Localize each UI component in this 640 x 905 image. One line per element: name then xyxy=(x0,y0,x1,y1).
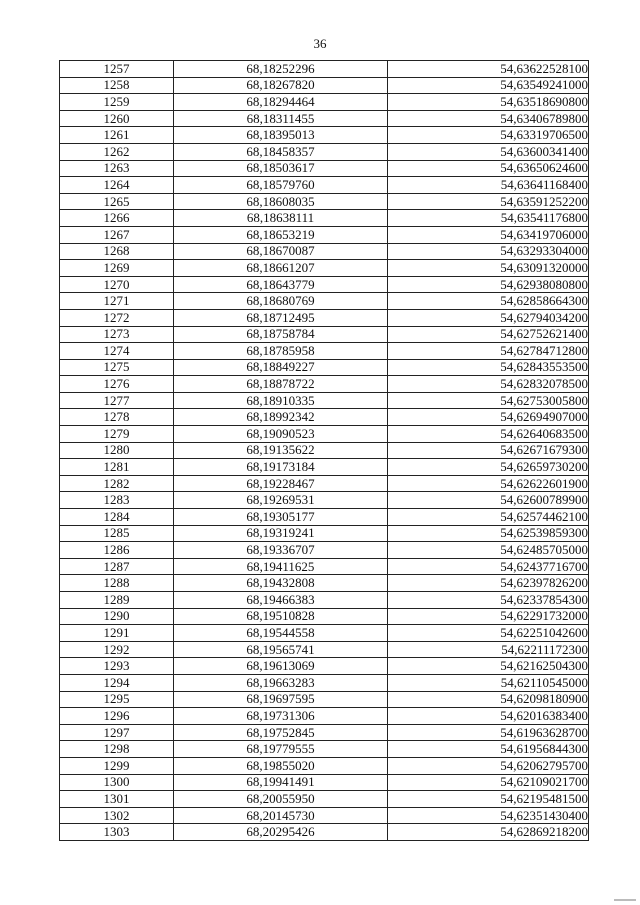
y-coordinate-cell: 54,61956844300 xyxy=(388,741,589,758)
table-row xyxy=(60,509,589,526)
table-row xyxy=(60,177,589,194)
point-number-cell: 1291 xyxy=(60,625,174,642)
y-coordinate-cell: 54,63541176800 xyxy=(388,210,589,227)
point-number-cell: 1270 xyxy=(60,276,174,293)
x-coordinate-cell: 68,18267820 xyxy=(174,77,388,94)
point-number-cell: 1292 xyxy=(60,641,174,658)
y-coordinate-cell: 54,62351430400 xyxy=(388,807,589,824)
point-number-cell: 1275 xyxy=(60,359,174,376)
x-coordinate-cell: 68,18579760 xyxy=(174,177,388,194)
y-coordinate-cell: 54,62832078500 xyxy=(388,376,589,393)
table-row xyxy=(60,94,589,111)
point-number-cell: 1264 xyxy=(60,177,174,194)
point-number-cell: 1272 xyxy=(60,309,174,326)
y-coordinate-cell: 54,62784712800 xyxy=(388,343,589,360)
table-row xyxy=(60,608,589,625)
x-coordinate-cell: 68,18785958 xyxy=(174,343,388,360)
point-number-cell: 1287 xyxy=(60,558,174,575)
point-number-cell: 1300 xyxy=(60,774,174,791)
point-number-cell: 1269 xyxy=(60,260,174,277)
y-coordinate-cell: 54,62337854300 xyxy=(388,592,589,609)
x-coordinate-cell: 68,19466383 xyxy=(174,592,388,609)
y-coordinate-cell: 54,62110545000 xyxy=(388,674,589,691)
table-row xyxy=(60,542,589,559)
x-coordinate-cell: 68,18294464 xyxy=(174,94,388,111)
table-row xyxy=(60,309,589,326)
table-row xyxy=(60,260,589,277)
y-coordinate-cell: 54,62195481500 xyxy=(388,791,589,808)
y-coordinate-cell: 54,63549241000 xyxy=(388,77,589,94)
table-row xyxy=(60,210,589,227)
point-number-cell: 1295 xyxy=(60,691,174,708)
table-row xyxy=(60,110,589,127)
x-coordinate-cell: 68,18758784 xyxy=(174,326,388,343)
x-coordinate-cell: 68,18849227 xyxy=(174,359,388,376)
table-row xyxy=(60,343,589,360)
table-row xyxy=(60,193,589,210)
x-coordinate-cell: 68,19752845 xyxy=(174,724,388,741)
table-row xyxy=(60,392,589,409)
point-number-cell: 1276 xyxy=(60,376,174,393)
point-number-cell: 1303 xyxy=(60,824,174,841)
x-coordinate-cell: 68,18311455 xyxy=(174,110,388,127)
x-coordinate-cell: 68,19565741 xyxy=(174,641,388,658)
table-row xyxy=(60,226,589,243)
point-number-cell: 1285 xyxy=(60,525,174,542)
x-coordinate-cell: 68,18680769 xyxy=(174,293,388,310)
table-row xyxy=(60,708,589,725)
x-coordinate-cell: 68,19269531 xyxy=(174,492,388,509)
table-row xyxy=(60,774,589,791)
point-number-cell: 1257 xyxy=(60,61,174,78)
table-row xyxy=(60,426,589,443)
table-row xyxy=(60,409,589,426)
y-coordinate-cell: 54,62694907000 xyxy=(388,409,589,426)
point-number-cell: 1278 xyxy=(60,409,174,426)
y-coordinate-cell: 54,62062795700 xyxy=(388,757,589,774)
y-coordinate-cell: 54,62659730200 xyxy=(388,459,589,476)
table-row xyxy=(60,376,589,393)
point-number-cell: 1265 xyxy=(60,193,174,210)
y-coordinate-cell: 54,62109021700 xyxy=(388,774,589,791)
table-row xyxy=(60,791,589,808)
point-number-cell: 1258 xyxy=(60,77,174,94)
x-coordinate-cell: 68,19779555 xyxy=(174,741,388,758)
x-coordinate-cell: 68,19336707 xyxy=(174,542,388,559)
point-number-cell: 1299 xyxy=(60,757,174,774)
point-number-cell: 1288 xyxy=(60,575,174,592)
point-number-cell: 1282 xyxy=(60,475,174,492)
point-number-cell: 1279 xyxy=(60,426,174,443)
y-coordinate-cell: 54,62640683500 xyxy=(388,426,589,443)
x-coordinate-cell: 68,18458357 xyxy=(174,143,388,160)
table-row xyxy=(60,807,589,824)
point-number-cell: 1293 xyxy=(60,658,174,675)
y-coordinate-cell: 54,62843553500 xyxy=(388,359,589,376)
point-number-cell: 1273 xyxy=(60,326,174,343)
x-coordinate-cell: 68,19855020 xyxy=(174,757,388,774)
table-row xyxy=(60,492,589,509)
point-number-cell: 1267 xyxy=(60,226,174,243)
point-number-cell: 1280 xyxy=(60,442,174,459)
y-coordinate-cell: 54,62162504300 xyxy=(388,658,589,675)
y-coordinate-cell: 54,63518690800 xyxy=(388,94,589,111)
y-coordinate-cell: 54,63419706000 xyxy=(388,226,589,243)
x-coordinate-cell: 68,18643779 xyxy=(174,276,388,293)
x-coordinate-cell: 68,19697595 xyxy=(174,691,388,708)
point-number-cell: 1271 xyxy=(60,293,174,310)
table-row xyxy=(60,293,589,310)
y-coordinate-cell: 54,62397826200 xyxy=(388,575,589,592)
x-coordinate-cell: 68,19173184 xyxy=(174,459,388,476)
point-number-cell: 1298 xyxy=(60,741,174,758)
x-coordinate-cell: 68,19090523 xyxy=(174,426,388,443)
point-number-cell: 1261 xyxy=(60,127,174,144)
x-coordinate-cell: 68,18608035 xyxy=(174,193,388,210)
table-row xyxy=(60,442,589,459)
x-coordinate-cell: 68,20295426 xyxy=(174,824,388,841)
y-coordinate-cell: 54,62671679300 xyxy=(388,442,589,459)
y-coordinate-cell: 54,62437716700 xyxy=(388,558,589,575)
x-coordinate-cell: 68,19228467 xyxy=(174,475,388,492)
x-coordinate-cell: 68,19135622 xyxy=(174,442,388,459)
x-coordinate-cell: 68,18661207 xyxy=(174,260,388,277)
y-coordinate-cell: 54,63319706500 xyxy=(388,127,589,144)
x-coordinate-cell: 68,19411625 xyxy=(174,558,388,575)
y-coordinate-cell: 54,63293304000 xyxy=(388,243,589,260)
y-coordinate-cell: 54,63622528100 xyxy=(388,61,589,78)
x-coordinate-cell: 68,18503617 xyxy=(174,160,388,177)
table-row xyxy=(60,691,589,708)
y-coordinate-cell: 54,62600789900 xyxy=(388,492,589,509)
point-number-cell: 1301 xyxy=(60,791,174,808)
table-row xyxy=(60,143,589,160)
point-number-cell: 1259 xyxy=(60,94,174,111)
table-row xyxy=(60,674,589,691)
y-coordinate-cell: 54,62291732000 xyxy=(388,608,589,625)
x-coordinate-cell: 68,19613069 xyxy=(174,658,388,675)
table-row xyxy=(60,359,589,376)
x-coordinate-cell: 68,18638111 xyxy=(174,210,388,227)
y-coordinate-cell: 54,63600341400 xyxy=(388,143,589,160)
x-coordinate-cell: 68,18910335 xyxy=(174,392,388,409)
x-coordinate-cell: 68,18653219 xyxy=(174,226,388,243)
point-number-cell: 1289 xyxy=(60,592,174,609)
y-coordinate-cell: 54,62539859300 xyxy=(388,525,589,542)
x-coordinate-cell: 68,18670087 xyxy=(174,243,388,260)
x-coordinate-cell: 68,20055950 xyxy=(174,791,388,808)
y-coordinate-cell: 54,63650624600 xyxy=(388,160,589,177)
y-coordinate-cell: 54,62869218200 xyxy=(388,824,589,841)
y-coordinate-cell: 54,62858664300 xyxy=(388,293,589,310)
coordinates-table xyxy=(59,60,589,841)
y-coordinate-cell: 54,63406789800 xyxy=(388,110,589,127)
x-coordinate-cell: 68,19305177 xyxy=(174,509,388,526)
table-row xyxy=(60,824,589,841)
table-row xyxy=(60,525,589,542)
table-row xyxy=(60,625,589,642)
table-row xyxy=(60,61,589,78)
x-coordinate-cell: 68,18712495 xyxy=(174,309,388,326)
table-row xyxy=(60,658,589,675)
x-coordinate-cell: 68,18252296 xyxy=(174,61,388,78)
y-coordinate-cell: 54,62794034200 xyxy=(388,309,589,326)
table-row xyxy=(60,276,589,293)
point-number-cell: 1296 xyxy=(60,708,174,725)
y-coordinate-cell: 54,62251042600 xyxy=(388,625,589,642)
table-row xyxy=(60,160,589,177)
table-row xyxy=(60,741,589,758)
y-coordinate-cell: 54,62016383400 xyxy=(388,708,589,725)
x-coordinate-cell: 68,19663283 xyxy=(174,674,388,691)
y-coordinate-cell: 54,62211172300 xyxy=(388,641,589,658)
table-row xyxy=(60,724,589,741)
x-coordinate-cell: 68,19319241 xyxy=(174,525,388,542)
x-coordinate-cell: 68,19941491 xyxy=(174,774,388,791)
y-coordinate-cell: 54,63641168400 xyxy=(388,177,589,194)
y-coordinate-cell: 54,63091320000 xyxy=(388,260,589,277)
y-coordinate-cell: 54,62574462100 xyxy=(388,509,589,526)
point-number-cell: 1277 xyxy=(60,392,174,409)
y-coordinate-cell: 54,62098180900 xyxy=(388,691,589,708)
y-coordinate-cell: 54,62938080800 xyxy=(388,276,589,293)
scan-edge-mark xyxy=(614,899,636,901)
table-row xyxy=(60,575,589,592)
y-coordinate-cell: 54,62485705000 xyxy=(388,542,589,559)
point-number-cell: 1283 xyxy=(60,492,174,509)
point-number-cell: 1294 xyxy=(60,674,174,691)
point-number-cell: 1266 xyxy=(60,210,174,227)
point-number-cell: 1290 xyxy=(60,608,174,625)
point-number-cell: 1263 xyxy=(60,160,174,177)
table-row xyxy=(60,641,589,658)
point-number-cell: 1286 xyxy=(60,542,174,559)
y-coordinate-cell: 54,62752621400 xyxy=(388,326,589,343)
table-row xyxy=(60,326,589,343)
y-coordinate-cell: 54,61963628700 xyxy=(388,724,589,741)
point-number-cell: 1281 xyxy=(60,459,174,476)
table-row xyxy=(60,127,589,144)
x-coordinate-cell: 68,18395013 xyxy=(174,127,388,144)
table-row xyxy=(60,459,589,476)
table-row xyxy=(60,757,589,774)
x-coordinate-cell: 68,18992342 xyxy=(174,409,388,426)
coordinates-table-body xyxy=(60,61,589,841)
point-number-cell: 1297 xyxy=(60,724,174,741)
y-coordinate-cell: 54,62753005800 xyxy=(388,392,589,409)
y-coordinate-cell: 54,63591252200 xyxy=(388,193,589,210)
point-number-cell: 1302 xyxy=(60,807,174,824)
point-number-cell: 1284 xyxy=(60,509,174,526)
table-row xyxy=(60,243,589,260)
table-row xyxy=(60,592,589,609)
point-number-cell: 1260 xyxy=(60,110,174,127)
page-number: 36 xyxy=(313,36,327,51)
table-row xyxy=(60,558,589,575)
x-coordinate-cell: 68,18878722 xyxy=(174,376,388,393)
x-coordinate-cell: 68,19731306 xyxy=(174,708,388,725)
table-row xyxy=(60,77,589,94)
point-number-cell: 1274 xyxy=(60,343,174,360)
x-coordinate-cell: 68,20145730 xyxy=(174,807,388,824)
x-coordinate-cell: 68,19510828 xyxy=(174,608,388,625)
x-coordinate-cell: 68,19544558 xyxy=(174,625,388,642)
table-row xyxy=(60,475,589,492)
x-coordinate-cell: 68,19432808 xyxy=(174,575,388,592)
y-coordinate-cell: 54,62622601900 xyxy=(388,475,589,492)
point-number-cell: 1268 xyxy=(60,243,174,260)
point-number-cell: 1262 xyxy=(60,143,174,160)
